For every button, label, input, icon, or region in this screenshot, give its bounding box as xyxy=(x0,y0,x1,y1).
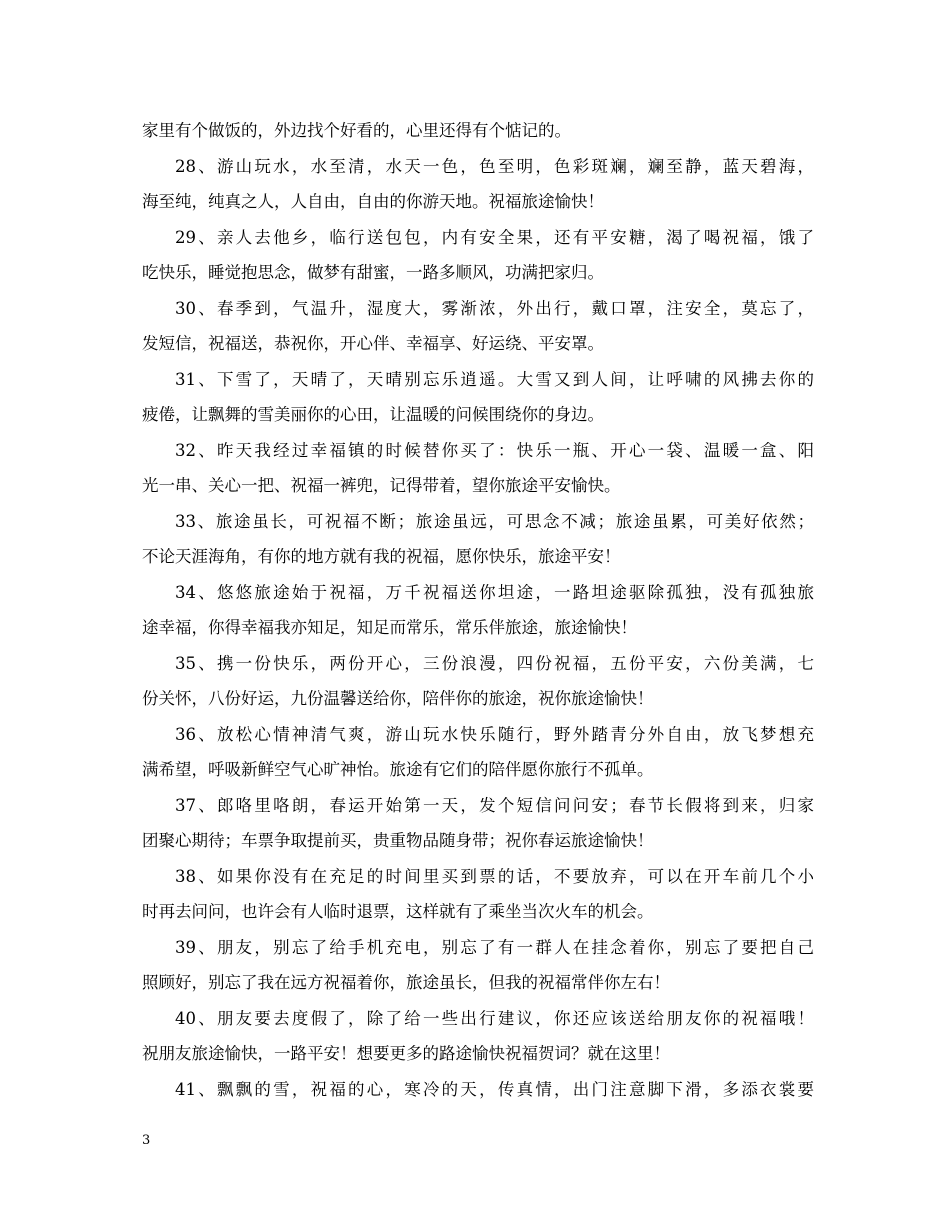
text-line-item-35: 35、携一份快乐，两份开心，三份浪漫，四份祝福，五份平安，六份美满，七 xyxy=(175,653,814,673)
text-line-item-31: 31、下雪了，天晴了，天晴别忘乐逍遥。大雪又到人间，让呼啸的风拂去你的 xyxy=(175,369,814,389)
text-line-item-37: 37、郎咯里咯朗，春运开始第一天，发个短信问问安；春节长假将到来，归家 xyxy=(175,795,814,815)
text-line-item-32: 32、昨天我经过幸福镇的时候替你买了：快乐一瓶、开心一袋、温暖一盒、阳 xyxy=(175,440,814,460)
text-line: 份关怀，八份好运，九份温馨送给你，陪伴你的旅途，祝你旅途愉快！ xyxy=(142,689,654,708)
text-line: 吃快乐，睡觉抱思念，做梦有甜蜜，一路多顺风，功满把家归。 xyxy=(142,263,604,282)
body-text xyxy=(142,113,814,1107)
text-line-item-38: 38、如果你没有在充足的时间里买到票的话，不要放弃，可以在开车前几个小 xyxy=(175,866,814,886)
text-line: 时再去问问，也许会有人临时退票，这样就有了乘坐当次火车的机会。 xyxy=(142,902,654,921)
page-number: 3 xyxy=(142,1133,151,1148)
text-line: 满希望，呼吸新鲜空气心旷神怡。旅途有它们的陪伴愿你旅行不孤单。 xyxy=(142,760,654,779)
text-line: 不论天涯海角，有你的地方就有我的祝福，愿你快乐，旅途平安！ xyxy=(142,547,621,566)
text-line-item-41: 41、飘飘的雪，祝福的心，寒冷的天，传真情，出门注意脚下滑，多添衣裳要 xyxy=(175,1079,814,1099)
text-line-item-33: 33、旅途虽长，可祝福不断；旅途虽远，可思念不减；旅途虽累，可美好依然； xyxy=(175,511,814,531)
text-line: 团聚心期待；车票争取提前买，贵重物品随身带；祝你春运旅途愉快！ xyxy=(142,831,654,850)
text-line: 海至纯，纯真之人，人自由，自由的你游天地。祝福旅途愉快！ xyxy=(142,192,604,211)
text-line: 疲倦，让飘舞的雪美丽你的心田，让温暖的问候围绕你的身边。 xyxy=(142,405,604,424)
text-line-item-30: 30、春季到，气温升，湿度大，雾渐浓，外出行，戴口罩，注安全，莫忘了， xyxy=(175,298,814,318)
text-line: 途幸福，你得幸福我亦知足，知足而常乐，常乐伴旅途，旅途愉快！ xyxy=(142,618,637,637)
text-line-item-39: 39、朋友，别忘了给手机充电，别忘了有一群人在挂念着你，别忘了要把自己 xyxy=(175,937,814,957)
text-line-item-34: 34、悠悠旅途始于祝福，万千祝福送你坦途，一路坦途驱除孤独，没有孤独旅 xyxy=(175,582,814,602)
text-line-item-29: 29、亲人去他乡，临行送包包，内有安全果，还有平安糖，渴了喝祝福，饿了 xyxy=(175,227,814,247)
text-line-item-40: 40、朋友要去度假了，除了给一些出行建议，你还应该送给朋友你的祝福哦！ xyxy=(175,1008,814,1028)
text-line: 发短信，祝福送，恭祝你，开心伴、幸福享、好运绕、平安罩。 xyxy=(142,334,604,353)
text-line-item-28: 28、游山玩水，水至清，水天一色，色至明，色彩斑斓，斓至静，蓝天碧海， xyxy=(175,156,814,176)
text-line: 祝朋友旅途愉快，一路平安！想要更多的路途愉快祝福贺词？就在这里！ xyxy=(142,1044,670,1063)
text-line: 光一串、关心一把、祝福一裤兜，记得带着，望你旅途平安愉快。 xyxy=(142,476,621,495)
text-line: 照顾好，别忘了我在远方祝福着你，旅途虽长，但我的祝福常伴你左右！ xyxy=(142,973,670,992)
text-line-continuation: 家里有个做饭的，外边找个好看的，心里还得有个惦记的。 xyxy=(142,121,571,140)
text-line-item-36: 36、放松心情神清气爽，游山玩水快乐随行，野外踏青分外自由，放飞梦想充 xyxy=(175,724,814,744)
